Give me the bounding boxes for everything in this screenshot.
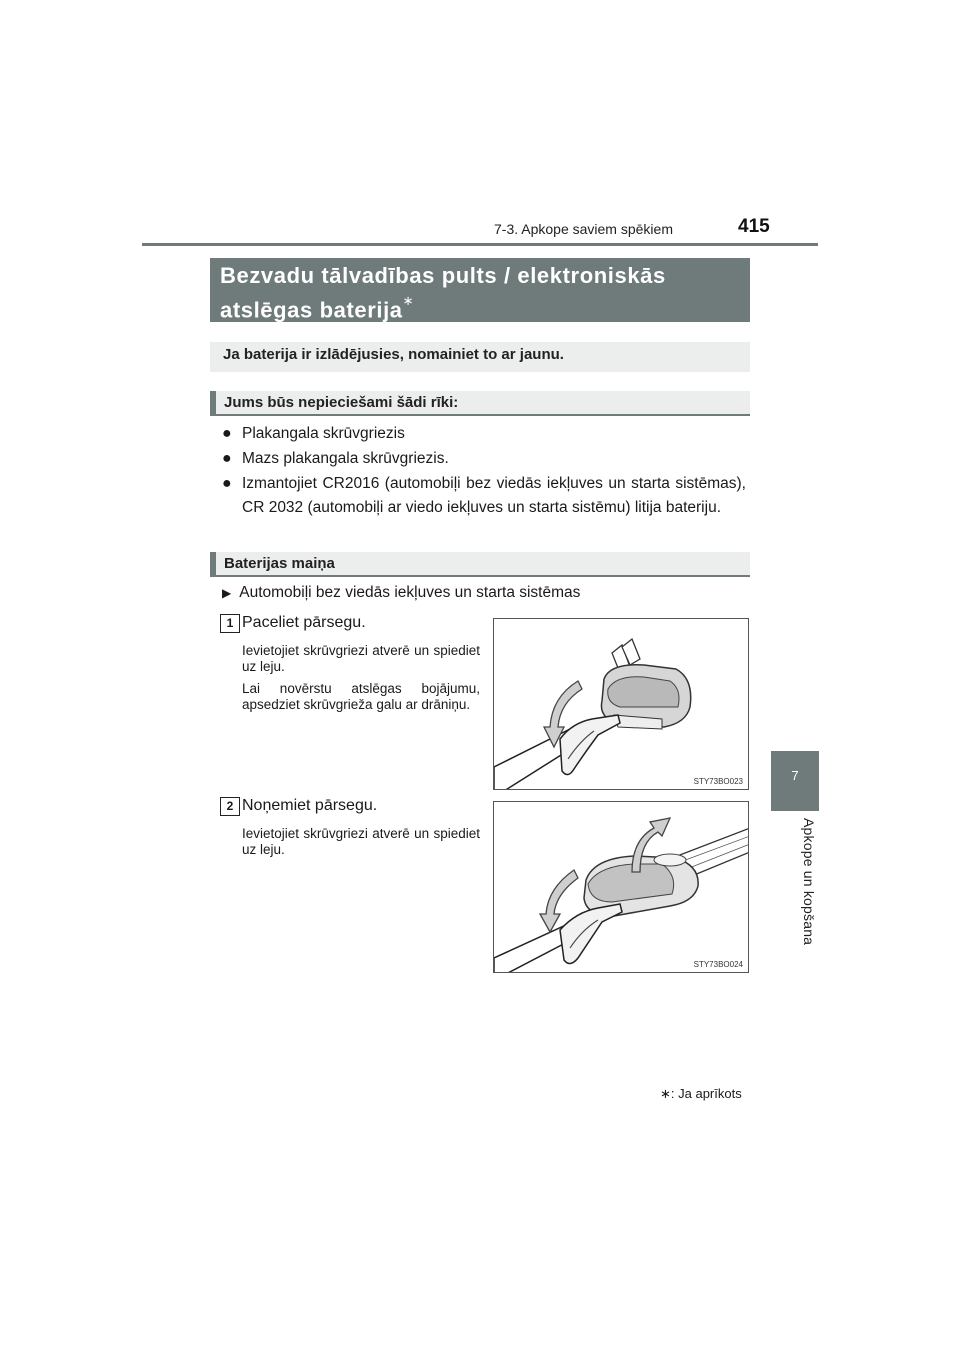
page-title: [210, 258, 750, 322]
step-title: Noņemiet pārsegu.: [242, 797, 378, 814]
list-item-text: Plakangala skrūvgriezis: [242, 425, 405, 442]
list-item-text: Mazs plakangala skrūvgriezis.: [242, 450, 449, 467]
list-item: [222, 472, 746, 520]
list-item-text: Izmantojiet CR2016 (automobiļi bez viedās iekļuves un starta sistēmas), CR 2032 (automobiļi ar viedo iekļuves un starta sistēmu) litija bateriju.: [242, 475, 746, 516]
key-lever-illustration: [494, 619, 749, 790]
figure-code: STY73BO023: [693, 777, 743, 786]
figure-step-1: [493, 618, 749, 790]
step-paragraph: Ievietojiet skrūvgriezi atverē un spiediet uz leju.: [242, 643, 480, 674]
tools-heading: Jums būs nepieciešami šādi rīki:: [210, 391, 750, 416]
cover-removal-illustration: [494, 802, 749, 973]
equipment-mark: ∗: [402, 293, 415, 308]
page-number: 415: [738, 216, 770, 237]
chapter-number: 7: [791, 768, 799, 783]
list-item: [222, 447, 746, 471]
bullet-icon: ●: [222, 450, 232, 467]
variant-line: [222, 584, 580, 602]
triangle-icon: ▶: [222, 586, 232, 600]
bullet-icon: ●: [222, 475, 232, 492]
step-title: Paceliet pārsegu.: [242, 614, 366, 631]
footnote-mark: ∗: [660, 1086, 671, 1101]
footnote-text: : Ja aprīkots: [670, 1086, 742, 1101]
list-item: [222, 422, 746, 446]
figure-code: STY73BO024: [693, 960, 743, 969]
step-paragraph: Lai novērstu atslēgas bojājumu, apsedziet skrūvgrieža galu ar drāniņu.: [242, 681, 480, 712]
section-header: 7-3. Apkope saviem spēkiem: [494, 221, 673, 237]
step-paragraph: Ievietojiet skrūvgriezi atverē un spiediet uz leju.: [242, 826, 480, 857]
step-number-box: 2: [220, 797, 240, 816]
step-description: [242, 643, 480, 719]
chapter-label: Apkope un kopšana: [801, 818, 817, 946]
variant-text: Automobiļi bez viedās iekļuves un starta sistēmas: [239, 584, 581, 601]
header-rule: [142, 243, 818, 246]
intro-note: Ja baterija ir izlādējusies, nomainiet to ar jaunu.: [210, 342, 750, 372]
tools-list: [222, 422, 746, 521]
step-description: [242, 826, 480, 864]
step-number-box: 1: [220, 614, 240, 633]
figure-step-2: [493, 801, 749, 973]
footnote: [660, 1086, 742, 1102]
replacement-heading: Baterijas maiņa: [210, 552, 750, 577]
page-title-text: Bezvadu tālvadības pults / elektroniskās atslēgas baterija: [220, 263, 666, 323]
bullet-icon: ●: [222, 425, 232, 442]
